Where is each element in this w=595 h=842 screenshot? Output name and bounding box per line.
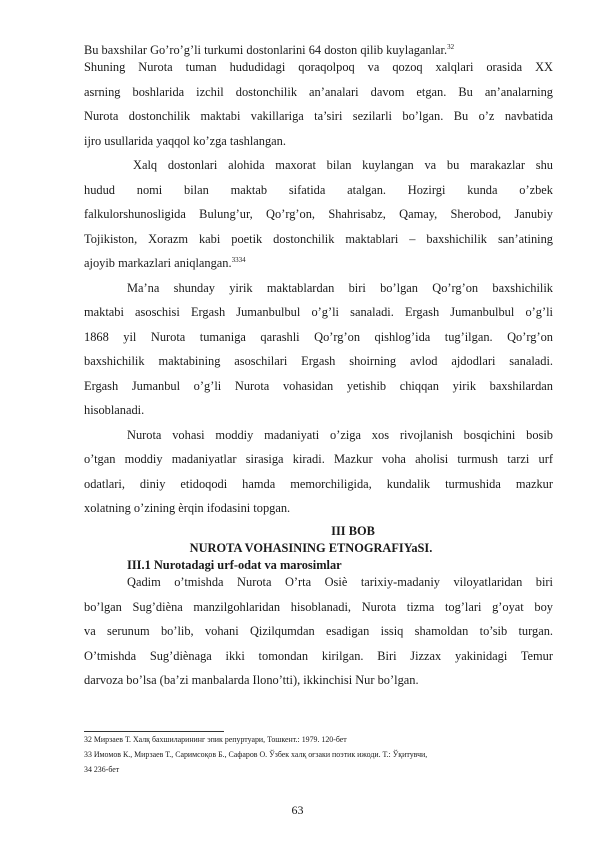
paragraph-5-line-4: O’tmishda Sug’diѐnaga ikki tomondan kirilgan. Biri Jizzax yakinidagi Temur: [84, 649, 553, 663]
intro-line: [84, 43, 553, 57]
section-heading: III.1 Nurotadagi urf-odat va marosimlar: [127, 558, 342, 572]
chapter-number: III BOB: [331, 524, 375, 538]
chapter-title: NUROTA VOHASINING ETNOGRAFIYaSI.: [189, 541, 433, 555]
paragraph-2-line-5-text: ajoyib markazlari aniqlangan.: [84, 256, 232, 270]
paragraph-2-line-4: Tojikiston, Xorazm kabi poetik dostonchilik maktablari – baxshichilik san’atining: [84, 232, 553, 246]
paragraph-3-line-2: maktabi asoschisi Ergash Jumanbulbul o’g’li sanaladi. Ergash Jumanbulbul o’g’li: [84, 305, 553, 319]
paragraph-3-line-6: hisoblanadi.: [84, 403, 145, 417]
paragraph-4-line-1: Nurota vohasi moddiy madaniyati o’ziga xos rivojlanish bosqichini bosib: [127, 428, 553, 442]
footnote-ref-33-34[interactable]: 3334: [231, 256, 246, 264]
footnote-ref-32[interactable]: 32: [447, 43, 455, 51]
footnote-33: 33 Имомов К., Мирзаев Т., Саримсоқов Б., Сафаров О. Ўзбек халқ оғзаки поэтик ижоди. Т.: Ўқитувчи,: [84, 750, 428, 759]
paragraph-2-line-3: falkulorshunosligida Bulung’ur, Qo’rg’on, Shahrisabz, Qamay, Sherobod, Janubiy: [84, 207, 553, 221]
paragraph-5-line-2: bo’lgan Sug’diѐna manzilgohlaridan hisoblanadi, Nurota tizma tog’lari g’oyat boy: [84, 600, 553, 614]
paragraph-5-line-3: va serunum bo’lib, vohani Qizilqumdan esadigan issiq shamoldan to’sib turgan.: [84, 624, 553, 638]
paragraph-3-line-5: Ergash Jumanbul o’g’li Nurota vohasidan yetishib chiqqan yirik baxshilardan: [84, 379, 553, 393]
paragraph-4-line-2: o’tgan moddiy madaniyatlar sirasiga kiradi. Mazkur voha aholisi turmush tarzi urf: [84, 452, 553, 466]
paragraph-5-line-5: darvoza bo’lsa (ba’zi manbalarda Ilono’tti), ikkinchisi Nur bo’lgan.: [84, 673, 419, 687]
paragraph-1-line-2: asrning boshlarida izchil dostonchilik an’analari davom etgan. Bu an’analarning: [84, 85, 553, 99]
paragraph-2-line-2: hudud nomi bilan maktab sifatida atalgan. Hozirgi kunda o’zbek: [84, 183, 553, 197]
footnote-32: 32 Мирзаев Т. Халқ бахшиларининг эпик репуртуари, Тошкент.: 1979. 120-бет: [84, 735, 347, 744]
paragraph-5-line-1: Qadim o’tmishda Nurota O’rta Osiѐ tarixiy-madaniy viloyatlaridan biri: [127, 575, 553, 589]
paragraph-3-line-3: 1868 yil Nurota tumaniga qarashli Qo’rg’on qishlog’ida tug’ilgan. Qo’rg’on: [84, 330, 553, 344]
paragraph-1-line-1: Shuning Nurota tuman hududidagi qoraqolpoq va qozoq xalqlari orasida XX: [84, 60, 553, 74]
footnote-separator: [84, 731, 224, 732]
intro-text: Bu baxshilar Go’ro’g’li turkumi dostonlarini 64 doston qilib kuylaganlar.: [84, 43, 448, 57]
paragraph-3-line-4: baxshichilik maktabining asoschilari Ergash shoirning avlod ajdodlari sanaladi.: [84, 354, 553, 368]
page-number: 63: [291, 803, 304, 817]
paragraph-1-line-4: ijro usullarida yaqqol ko’zga tashlangan.: [84, 134, 286, 148]
footnote-34: 34 236-бет: [84, 765, 120, 774]
paragraph-4-line-4: xolatning o’zining ѐrqin ifodasini topgan.: [84, 501, 291, 515]
paragraph-4-line-3: odatlari, diniy etidoqodi hamda memorchiligida, kundalik turmushida mazkur: [84, 477, 553, 491]
paragraph-2-line-1: Xalq dostonlari alohida maxorat bilan kuylangan va bu marakazlar shu: [133, 158, 553, 172]
paragraph-2-line-5: [84, 256, 553, 270]
paragraph-1-line-3: Nurota dostonchilik maktabi vakillariga ta’siri sezilarli bo’lgan. Bu o’z navbatida: [84, 109, 553, 123]
paragraph-3-line-1: Ma’na shunday yirik maktablardan biri bo’lgan Qo’rg’on baxshichilik: [127, 281, 553, 295]
